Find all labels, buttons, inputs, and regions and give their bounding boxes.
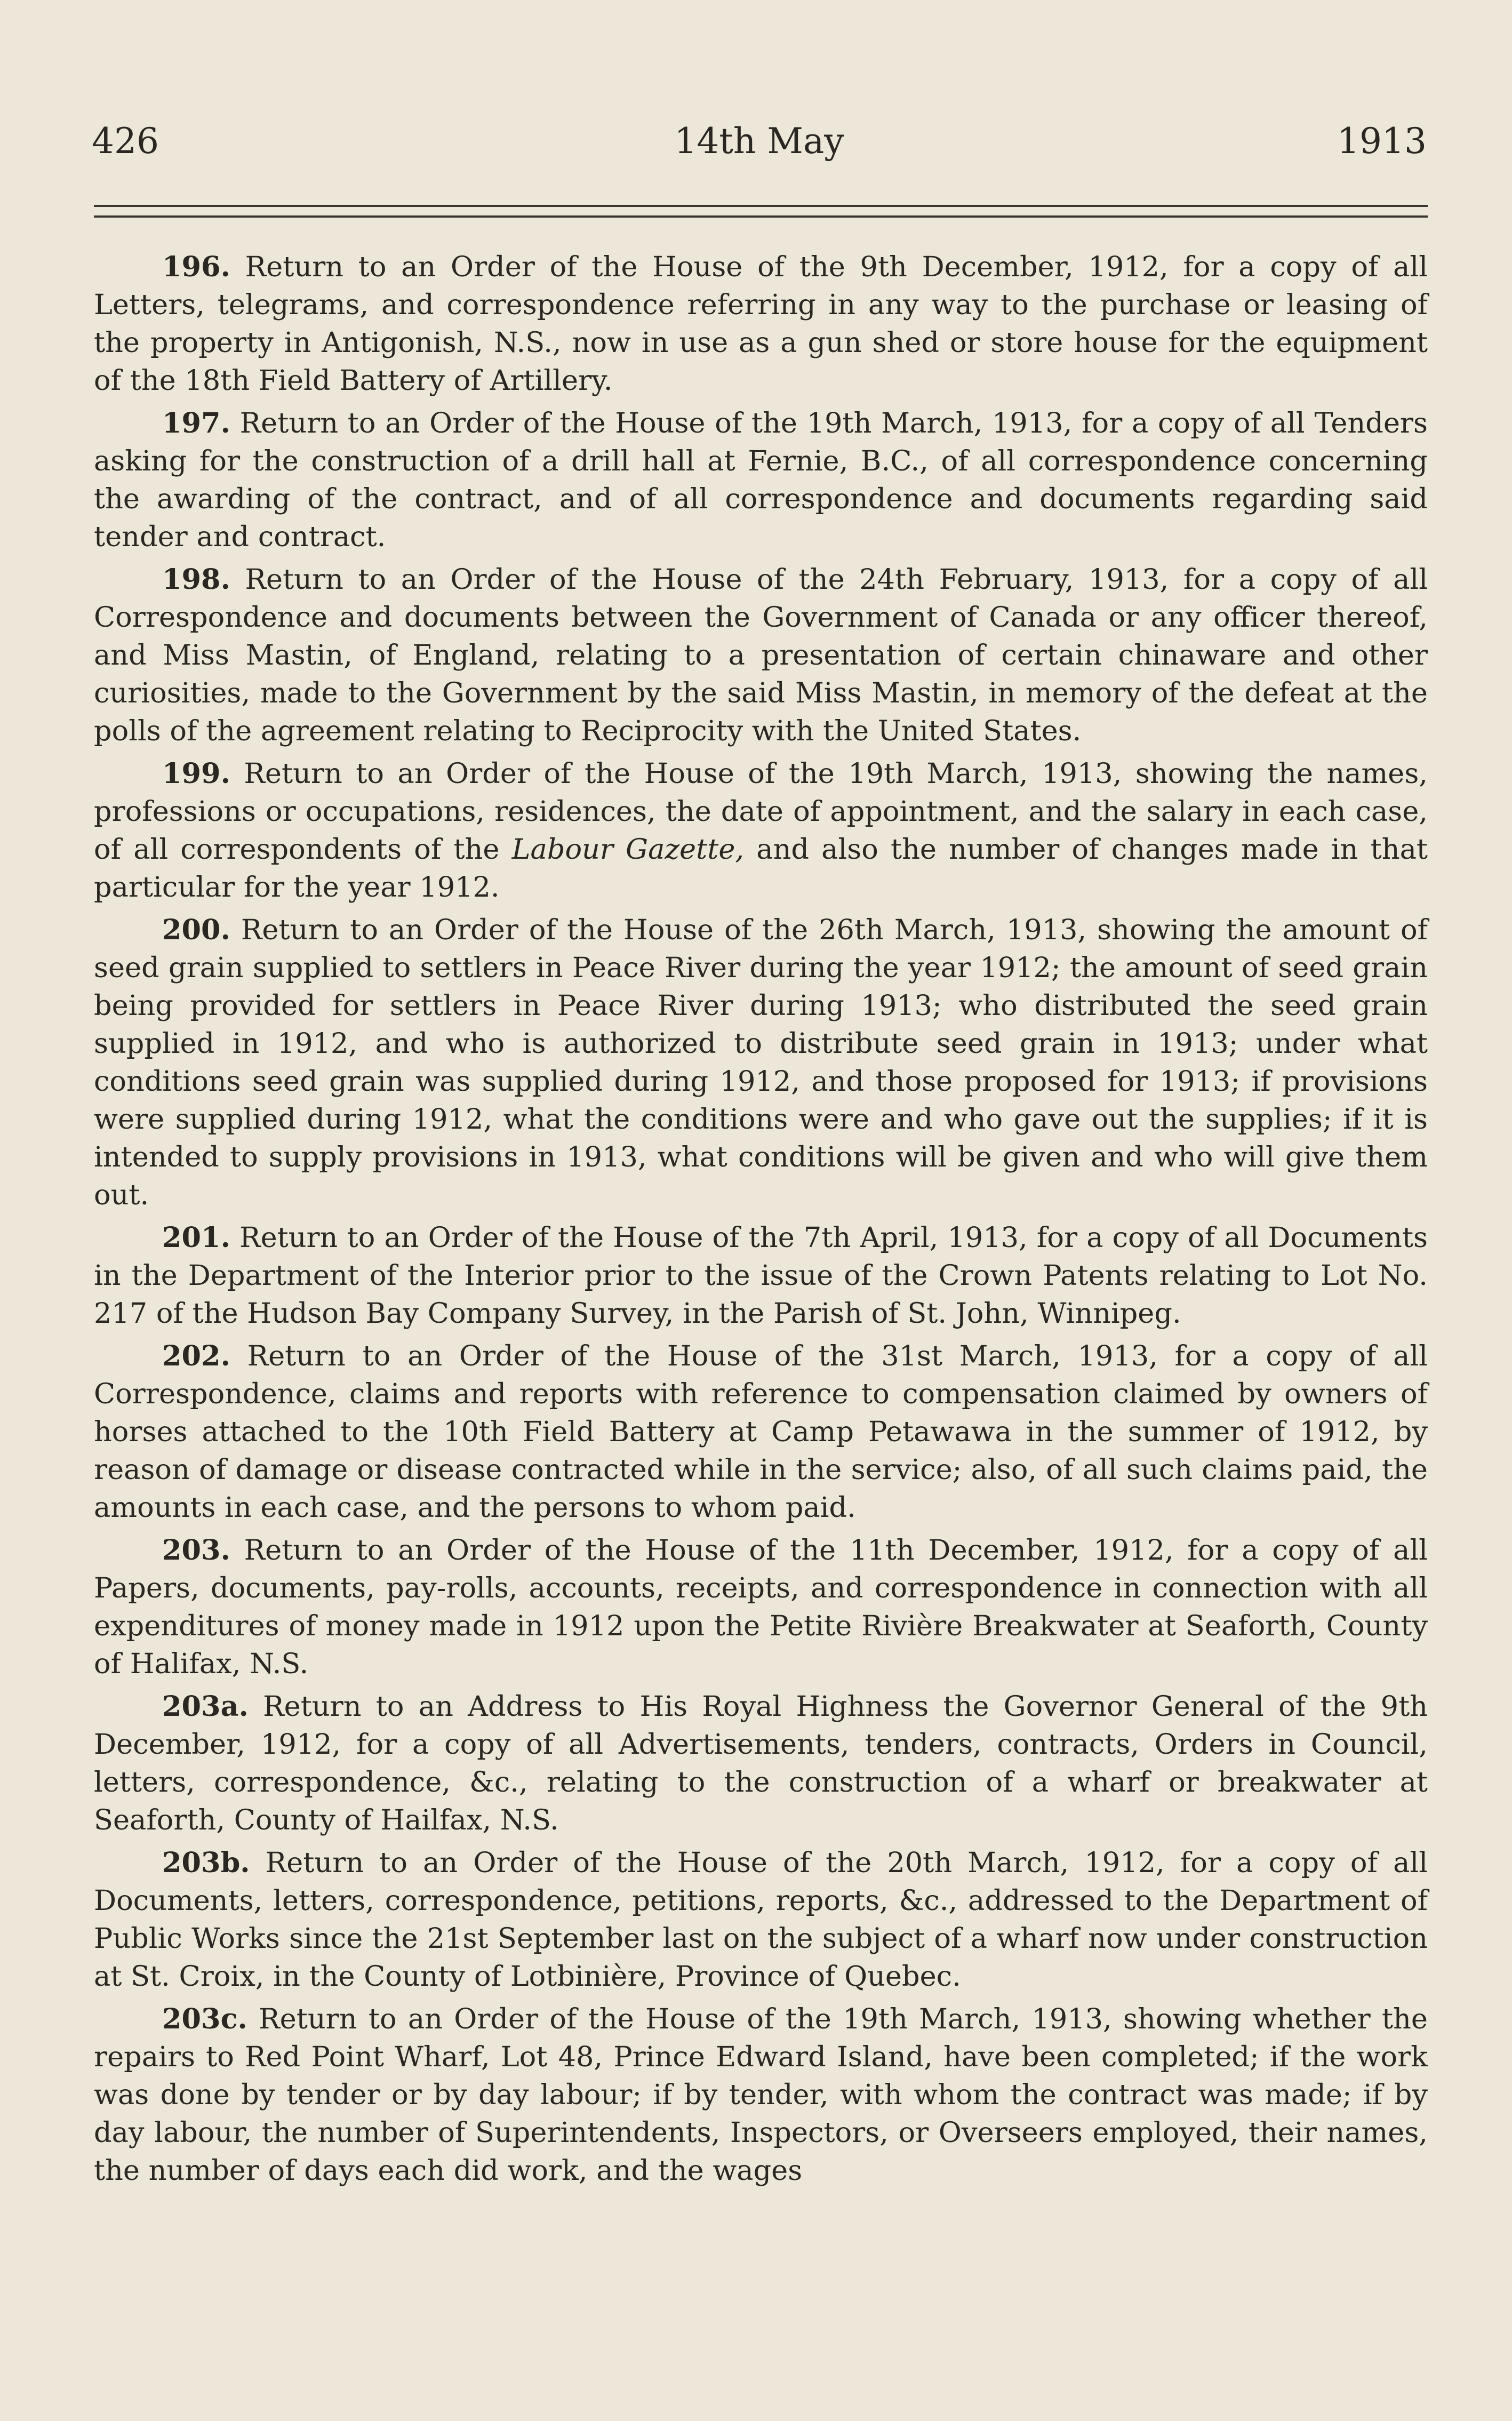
entry-196	[94, 248, 1428, 399]
returns-list	[94, 248, 1428, 2194]
entry-199	[94, 755, 1428, 906]
entry-text: Return to an Order of the House of the 11th December, 1912, for a copy of all Papers, documents, pay-rolls, accounts, receipts, and correspondence in connection with all expenditures of money made in 1912 upon the Petite Rivière Breakwater at Seaforth, County of Halifax, N.S.	[94, 1534, 1428, 1680]
entry-text: Return to an Order of the House of the 26th March, 1913, showing the amount of seed grain supplied to settlers in Peace River during the year 1912; the amount of seed grain being provided for settlers in Peace River during 1913; who distributed the seed grain supplied in 1912, and who is authorized to distribute seed grain in 1913; under what conditions seed grain was supplied during 1912, and those proposed for 1913; if provisions were supplied during 1912, what the conditions were and who gave out the supplies; if it is intended to supply provisions in 1913, what conditions will be given and who will give them out.	[94, 914, 1428, 1211]
entry-number: 200.	[162, 914, 230, 946]
entry-text: Return to an Address to His Royal Highness the Governor General of the 9th December, 1912, for a copy of all Advertisements, tenders, contracts, Orders in Council, letters, correspondence, &c., relating to the construction of a wharf or breakwater at Seaforth, County of Hailfax, N.S.	[94, 1690, 1428, 1836]
header-double-rule	[94, 205, 1428, 218]
entry-number: 203c.	[162, 2003, 247, 2035]
entry-text: Return to an Order of the House of the 7th April, 1913, for a copy of all Documents in the Department of the Interior prior to the issue of the Crown Patents relating to Lot No. 217 of the Hudson Bay Company Survey, in the Parish of St. John, Winnipeg.	[94, 1221, 1428, 1330]
entry-202	[94, 1337, 1428, 1527]
running-head	[92, 112, 1427, 171]
entry-number: 197.	[162, 407, 230, 440]
entry-203b	[94, 1844, 1428, 1995]
entry-text: Return to an Order of the House of the 9th December, 1912, for a copy of all Letters, telegrams, and correspondence referring in any way to the purchase or leasing of the property in Antigonish, N.S., now in use as a gun shed or store house for the equipment of the 18th Field Battery of Artillery.	[94, 251, 1428, 397]
entry-203c	[94, 2000, 1428, 2190]
entry-number: 198.	[162, 563, 230, 596]
entry-text: Return to an Order of the House of the 31st March, 1913, for a copy of all Correspondence, claims and reports with reference to compensation claimed by owners of horses attached to the 10th Field Battery at Camp Petawawa in the summer of 1912, by reason of damage or disease contracted while in the service; also, of all such claims paid, the amounts in each case, and the persons to whom paid.	[94, 1340, 1428, 1524]
publication-title: Labour Gazette,	[511, 833, 745, 866]
entry-text: Return to an Order of the House of the 24th February, 1913, for a copy of all Correspondence and documents between the Government of Canada or any officer thereof, and Miss Mastin, of England, relating to a presentation of certain chinaware and other curiosities, made to the Government by the said Miss Mastin, in memory of the defeat at the polls of the agreement relating to Reciprocity with the United States.	[94, 563, 1428, 747]
entry-number: 203a.	[162, 1690, 249, 1723]
entry-text: Return to an Order of the House of the 19th March, 1913, showing whether the repairs to Red Point Wharf, Lot 48, Prince Edward Island, have been completed; if the work was done by tender or by day labour; if by tender, with whom the contract was made; if by day labour, the number of Superintendents, Inspectors, or Overseers employed, their names, the number of days each did work, and the wages	[94, 2003, 1428, 2187]
entry-200	[94, 911, 1428, 1214]
entry-197	[94, 404, 1428, 556]
entry-number: 203.	[162, 1534, 230, 1567]
entry-text-continued: and also the number of changes made in that particular for the year 1912.	[94, 833, 1428, 904]
entry-number: 196.	[162, 251, 230, 283]
entry-text: Return to an Order of the House of the 19th March, 1913, showing the names, professions or occupations, residences, the date of appointment, and the salary in each case, of all correspondents of the	[94, 757, 1428, 866]
entry-198	[94, 561, 1428, 750]
entry-number: 202.	[162, 1340, 230, 1372]
entry-text: Return to an Order of the House of the 19th March, 1913, for a copy of all Tenders asking for the construction of a drill hall at Fernie, B.C., of all correspondence concerning the awarding of the contract, and of all correspondence and documents regarding said tender and contract.	[94, 407, 1428, 553]
header-year: 1913	[1337, 121, 1427, 162]
entry-203	[94, 1531, 1428, 1683]
entry-203a	[94, 1688, 1428, 1839]
entry-number: 201.	[162, 1221, 230, 1254]
entry-201	[94, 1219, 1428, 1332]
header-date: 14th May	[674, 121, 844, 162]
entry-number: 203b.	[162, 1847, 250, 1879]
entry-text: Return to an Order of the House of the 20th March, 1912, for a copy of all Documents, letters, correspondence, petitions, reports, &c., addressed to the Department of Public Works since the 21st September last on the subject of a wharf now under construction at St. Croix, in the County of Lotbinière, Province of Quebec.	[94, 1847, 1428, 1993]
entry-number: 199.	[162, 757, 230, 790]
page-number: 426	[92, 121, 159, 162]
